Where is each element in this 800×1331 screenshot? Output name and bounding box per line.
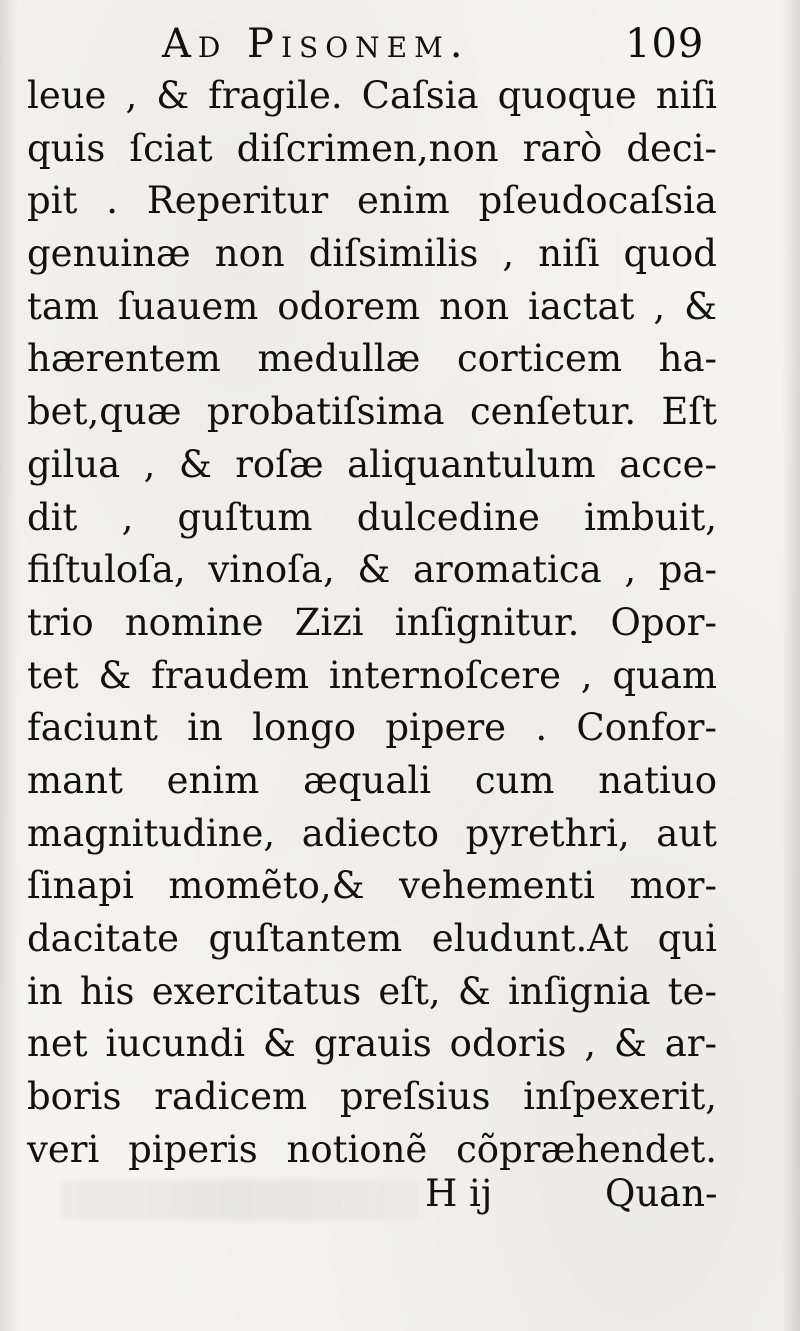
- text-line: gilua , & roſæ aliquantulum acce-: [27, 442, 717, 486]
- text-line: faciunt in longo pipere . Confor-: [27, 706, 717, 750]
- text-line: genuinæ non diſsimilis , niſi quod: [27, 232, 717, 276]
- text-line: boris radicem preſsius inſpexerit,: [27, 1075, 717, 1119]
- text-line: trio nomine Zizi inſignitur. Opor-: [27, 600, 717, 644]
- text-line: quis ſciat diſcrimen,non rarò deci-: [27, 126, 717, 170]
- text-line: net iucundi & grauis odoris , & ar-: [27, 1022, 717, 1066]
- text-line: tam ſuauem odorem non iactat , &: [27, 284, 717, 328]
- text-line: veri piperis notionẽ cõpræhendet.: [27, 1127, 717, 1171]
- page-footer: [0, 1166, 800, 1222]
- text-line: bet,quæ probatiſsima cenſetur. Eſt: [27, 390, 717, 434]
- text-line: tet & fraudem internoſcere , quam: [27, 653, 717, 697]
- running-head: [0, 14, 800, 74]
- text-line: fiſtuloſa, vinoſa, & aromatica , pa-: [27, 548, 717, 592]
- text-line: dacitate guſtantem eludunt.At qui: [27, 917, 717, 960]
- body-text: [27, 70, 717, 1176]
- text-line: ſinapi momẽto,& vehementi mor-: [27, 864, 717, 908]
- catchword: Quan-: [605, 1172, 718, 1215]
- text-line: pit . Reperitur enim pſeudocaſsia: [27, 179, 717, 223]
- text-line: dit , guſtum dulcedine imbuit,: [27, 495, 717, 539]
- text-line: in his exercitatus eſt, & inſignia te-: [27, 969, 717, 1013]
- signature-mark: H ij: [425, 1172, 493, 1215]
- text-line: mant enim æquali cum natiuo: [27, 758, 717, 802]
- page-number: 109: [625, 21, 705, 67]
- text-line: leue , & fragile. Caſsia quoque niſi: [27, 74, 717, 117]
- running-head-title: Ad Pisonem.: [162, 21, 470, 67]
- page-left-shadow: [0, 0, 18, 1331]
- text-line: magnitudine, adiecto pyrethri, aut: [27, 811, 717, 855]
- text-line: hærentem medullæ corticem ha-: [27, 337, 717, 381]
- page-right-shadow: [782, 0, 800, 1331]
